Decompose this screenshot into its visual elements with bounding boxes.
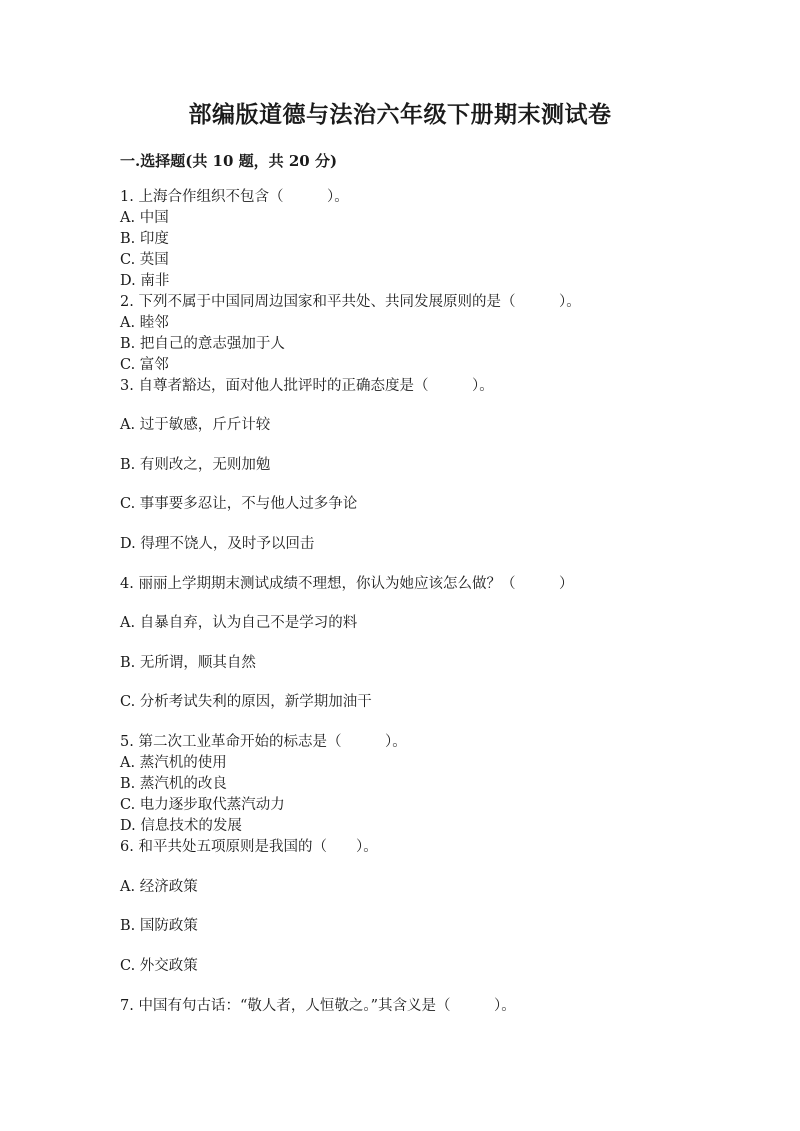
question-6-option-b: B. 国防政策 <box>120 918 198 934</box>
question-3-stem: 3. 自尊者豁达，面对他人批评时的正确态度是（ ）。 <box>120 378 494 394</box>
question-4-option-c: C. 分析考试失利的原因，新学期加油干 <box>120 694 372 710</box>
question-2-option-c: C. 富邻 <box>120 357 169 373</box>
question-4-option-a: A. 自暴自弃，认为自己不是学习的料 <box>120 615 358 631</box>
question-1-option-a: A. 中国 <box>120 210 169 226</box>
question-1-option-c: C. 英国 <box>120 252 169 268</box>
question-2-stem: 2. 下列不属于中国同周边国家和平共处、共同发展原则的是（ ）。 <box>120 294 581 310</box>
question-3-option-c: C. 事事要多忍让，不与他人过多争论 <box>120 496 358 512</box>
question-4-option-b: B. 无所谓，顺其自然 <box>120 655 256 671</box>
section-heading: 一.选择题(共 10 题，共 20 分) <box>120 152 338 170</box>
question-5-option-d: D. 信息技术的发展 <box>120 818 242 834</box>
question-5-stem: 5. 第二次工业革命开始的标志是（ ）。 <box>120 734 407 750</box>
question-4-stem: 4. 丽丽上学期期末测试成绩不理想，你认为她应该怎么做？（ ） <box>120 576 574 592</box>
question-1-option-d: D. 南非 <box>120 273 170 289</box>
question-6-option-c: C. 外交政策 <box>120 958 198 974</box>
question-7-stem: 7. 中国有句古话：“敬人者，人恒敬之。”其含义是（ ）。 <box>120 998 516 1014</box>
question-2-option-b: B. 把自己的意志强加于人 <box>120 336 285 352</box>
question-3-option-a: A. 过于敏感，斤斤计较 <box>120 417 271 433</box>
question-1-stem: 1. 上海合作组织不包含（ ）。 <box>120 189 349 205</box>
question-3-option-d: D. 得理不饶人，及时予以回击 <box>120 536 315 552</box>
page-title: 部编版道德与法治六年级下册期末测试卷 <box>188 101 612 128</box>
question-3-option-b: B. 有则改之，无则加勉 <box>120 457 271 473</box>
question-5-option-b: B. 蒸汽机的改良 <box>120 776 227 792</box>
question-6-stem: 6. 和平共处五项原则是我国的（ ）。 <box>120 839 378 855</box>
question-2-option-a: A. 睦邻 <box>120 315 169 331</box>
question-6-option-a: A. 经济政策 <box>120 879 198 895</box>
question-5-option-a: A. 蒸汽机的使用 <box>120 755 227 771</box>
question-1-option-b: B. 印度 <box>120 231 169 247</box>
question-5-option-c: C. 电力逐步取代蒸汽动力 <box>120 797 285 813</box>
